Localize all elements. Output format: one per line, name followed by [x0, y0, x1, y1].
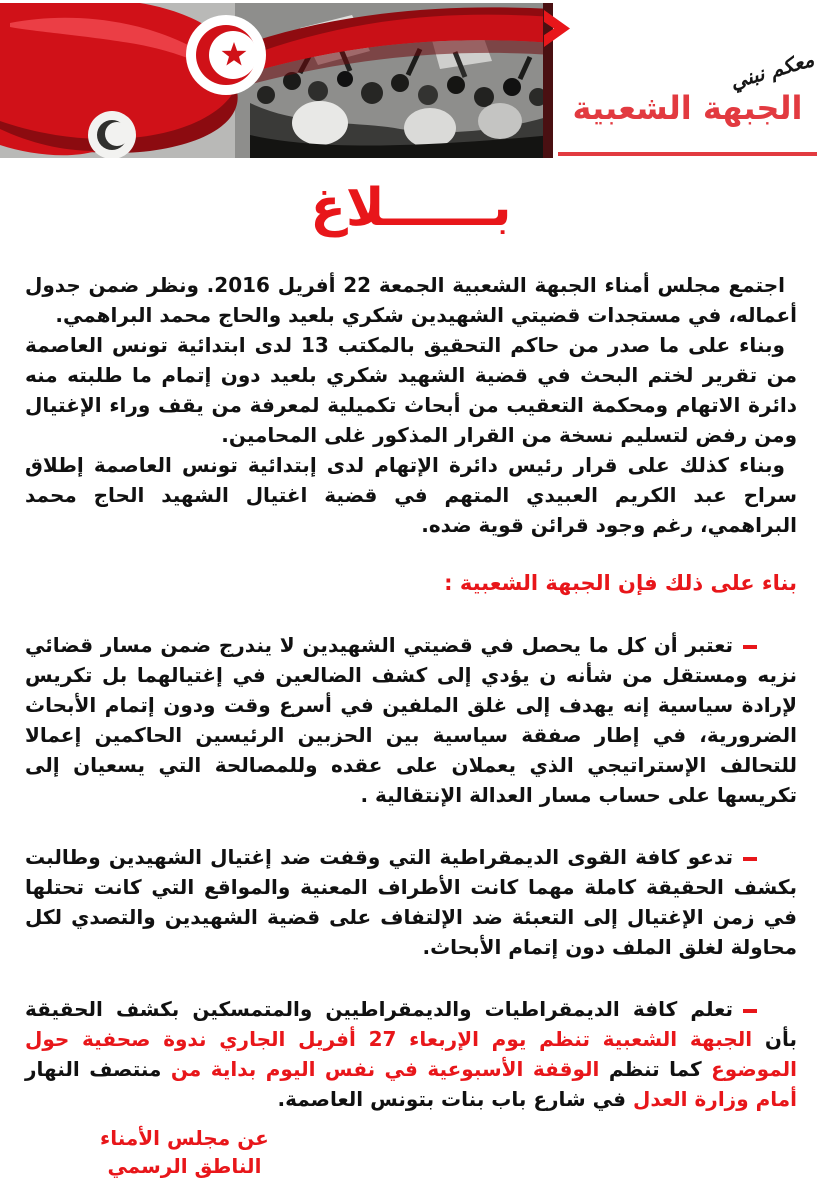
header-banner	[0, 0, 822, 160]
banner-photo	[0, 3, 553, 158]
bullet-dash-icon	[743, 1009, 757, 1013]
bullet-dash-icon	[743, 857, 757, 861]
bullet-3-segment: في شارع باب بنات بتونس العاصمة.	[277, 1087, 627, 1111]
bullet-3-segment: منتصف النهار	[25, 1057, 162, 1081]
signature-line-1: عن مجلس الأمناء	[100, 1126, 269, 1150]
bullet-3-segment: تعلم كافة الديمقراطيات والديمقراطيين والمتمسكين بكشف الحقيقة بأن	[25, 997, 797, 1051]
bullet-2-text: تدعو كافة القوى الديمقراطية التي وقفت ضد إغتيال الشهيدين وطالبت بكشف الحقيقة كاملة مهما كانت الأطراف المعنية والمواقع التي كانت تحتلها في زمن الإغتيال إلى التعبئة ضد الإلتفاف على قضية الشهيدين والتصدي لكل محاولة لغلق الملف دون إتمام الأبحاث.	[25, 845, 797, 959]
bullet-item-3	[25, 994, 797, 1114]
document-title: بــــــلاغ	[310, 178, 512, 238]
paragraph-3: وبناء كذلك على قرار رئيس دائرة الإتهام لدى إبتدائية تونس العاصمة إطلاق سراح عبد الكريم العبيدي المتهم في قضية اغتيال الشهيد الحاج محمد البراهمي، رغم وجود قرائن قوية ضده.	[25, 453, 797, 537]
logo-underline	[558, 152, 817, 156]
logo-slogan: معكم نبني	[727, 47, 817, 94]
bullet-3-segment: الجبهة الشعبية تنظم يوم الإربعاء 27 أفريل الجاري ندوة صحفية حول الموضوع	[25, 1027, 797, 1081]
bullet-3-segment: أمام وزارة العدل	[626, 1087, 797, 1111]
signature-block	[100, 1124, 269, 1180]
bullet-3-segment: كما تنظم	[599, 1057, 702, 1081]
paragraph-2: وبناء على ما صدر من حاكم التحقيق بالمكتب 13 لدى ابتدائية تونس العاصمة من تقرير لختم البحث في قضية الشهيد شكري بلعيد دون إتمام ما طلبته منه دائرة الاتهام ومحكمة التعقيب من أبحاث تكميلية لمعرفة من يقف وراء الإغتيال ومن رفض لتسليم نسخة من القرار المذكور غلى المحامين.	[25, 333, 797, 447]
crowd-photo-illustration	[0, 3, 553, 158]
signature-line-2: الناطق الرسمي	[107, 1154, 262, 1178]
bullet-item-2	[25, 842, 797, 962]
bullet-dash-icon	[743, 645, 757, 649]
bullet-item-1	[25, 630, 797, 810]
bullet-3-segment: الوقفة الأسبوعية في نفس اليوم بداية من	[161, 1057, 600, 1081]
paragraph-1: اجتمع مجلس أمناء الجبهة الشعبية الجمعة 22 أفريل 2016. ونظر ضمن جدول أعماله، في مستجدات قضيتي الشهيدين شكري بلعيد والحاج محمد البراهمي.	[25, 273, 797, 327]
org-name: الجبهة الشعبية	[572, 89, 803, 127]
document-body	[0, 178, 822, 1180]
bullet-1-text: تعتبر أن كل ما يحصل في قضيتي الشهيدين لا يندرج ضمن مسار قضائي نزيه ومستقل من شأنه ن يؤدي إلى كشف الضالعين في إغتيالهما بل تكريس لإرادة سياسية إنه يهدف إلى غلق الملفين في أسرع وقت ودون إتمام الأبحاث الضرورية، في إطار صفقة سياسية بين الحزبين الرئيسين الحاكمين إعمالا للتحالف الإستراتيجي الذي يعملان على عقده وللمصالحة التي يسعيان إلى تكريسها على حساب مسار العدالة الإنتقالية .	[25, 633, 797, 807]
section-heading: بناء على ذلك فإن الجبهة الشعبية :	[444, 571, 797, 595]
tunisian-flag-emblem-icon	[186, 15, 266, 95]
logo-area	[553, 3, 822, 160]
